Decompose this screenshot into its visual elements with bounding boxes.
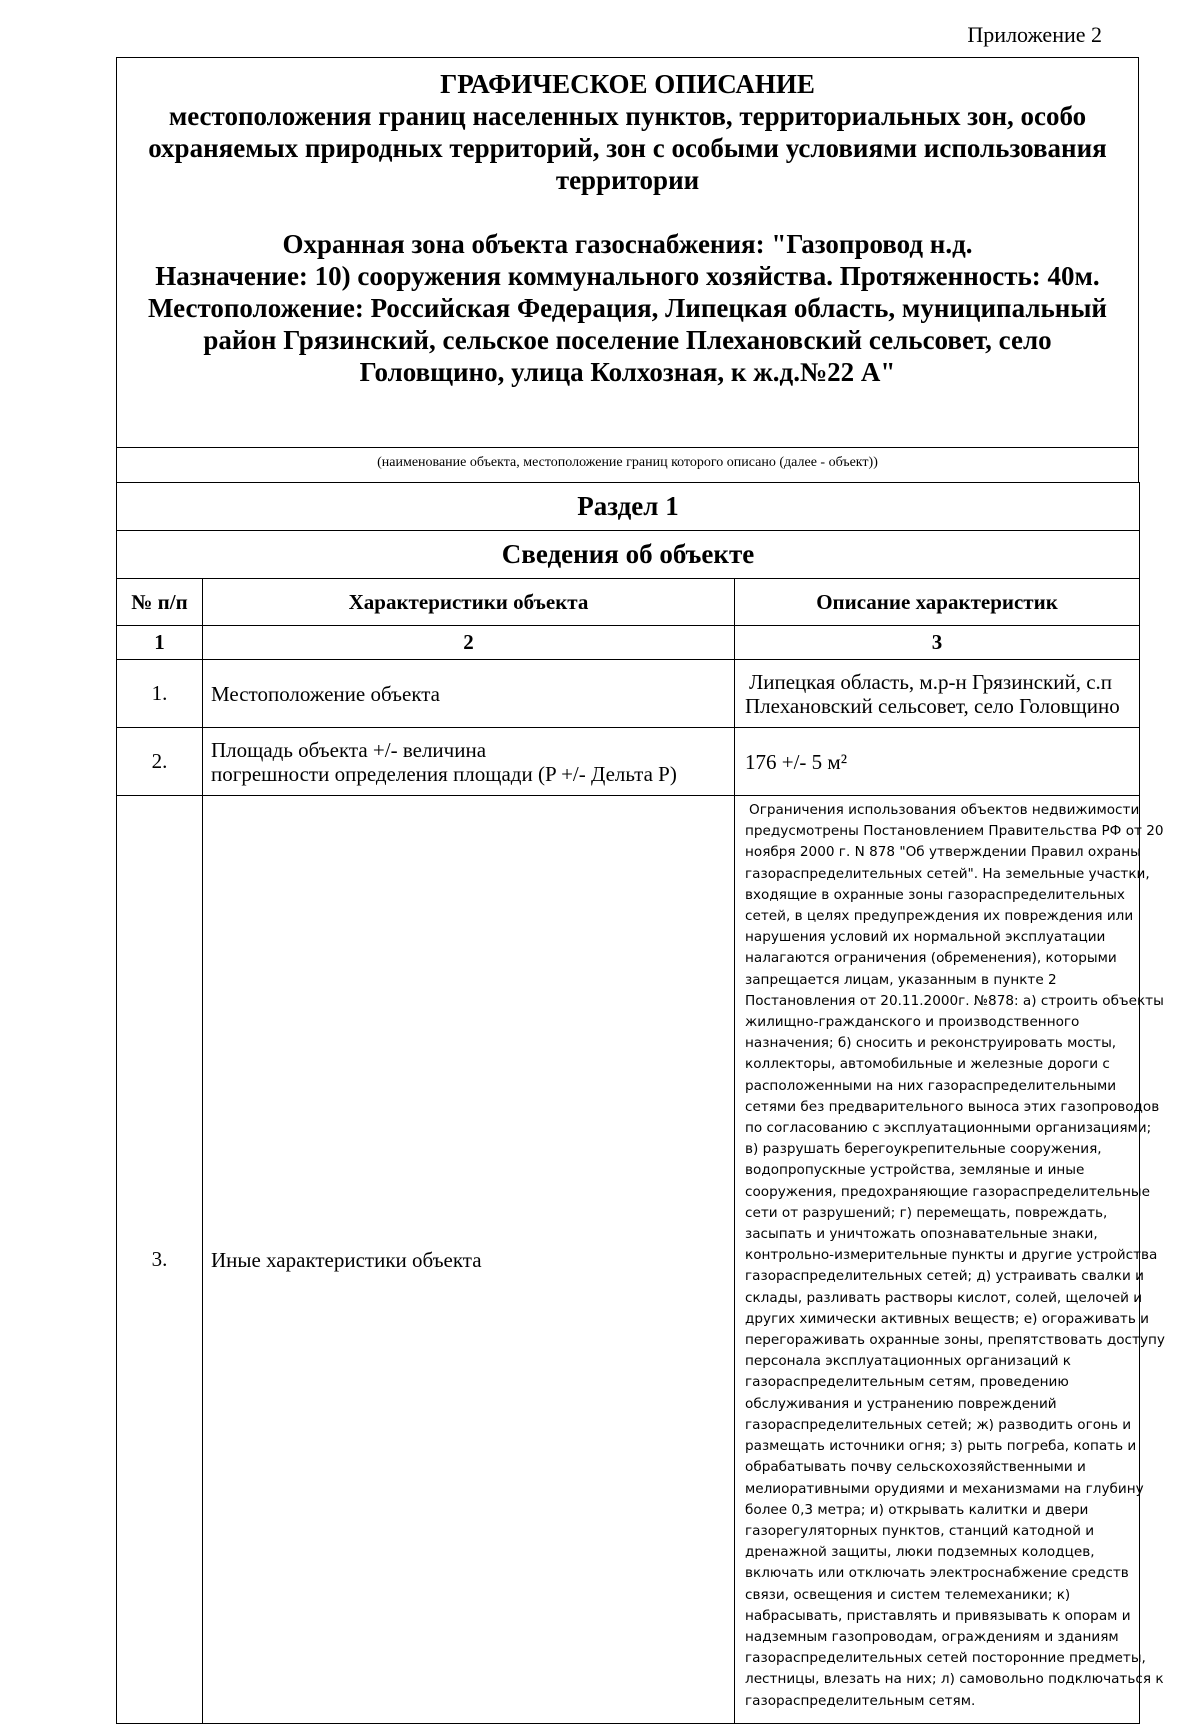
- restriction-line: газораспределительных сетей посторонние предметы,: [745, 1650, 1146, 1667]
- document-frame: [116, 57, 1165, 1724]
- restriction-line: лестницы, влезать на них; л) самовольно подключаться к: [745, 1671, 1164, 1688]
- restriction-line: сооружения, предохраняющие газораспределительные: [745, 1183, 1150, 1200]
- row-description: 176 +/- 5 м²: [735, 728, 1140, 796]
- restriction-line: в) разрушать берегоукрепительные сооружения,: [745, 1141, 1102, 1158]
- table-row: [117, 728, 1140, 796]
- restriction-line: размещать источники огня; з) рыть погреба, копать и: [745, 1438, 1137, 1455]
- object-info-table: [116, 482, 1165, 1724]
- row-description: [735, 660, 1140, 728]
- restriction-line: более 0,3 метра; и) открывать калитки и двери: [745, 1501, 1089, 1518]
- header-cell-description: Описание характеристик: [735, 579, 1140, 626]
- table-row: [117, 660, 1140, 728]
- restriction-line: водопропускные устройства, земляные и иные: [745, 1162, 1085, 1179]
- column-number: 2: [203, 626, 735, 660]
- header-cell-characteristic: Характеристики объекта: [203, 579, 735, 626]
- restriction-line: обрабатывать почву сельскохозяйственными и: [745, 1459, 1086, 1476]
- object-caption: (наименование объекта, местоположение границ которого описано (далее - объект)): [116, 447, 1139, 482]
- restriction-line: газорегуляторных пунктов, станций катодной и: [745, 1522, 1095, 1539]
- restriction-line: газораспределительных сетей; д) устраивать свалки и: [745, 1268, 1144, 1285]
- description-line: Липецкая область, м.р-н Грязинский, с.п: [749, 669, 1113, 694]
- object-line: Назначение: 10) сооружения коммунального хозяйства. Протяженность: 40м.: [155, 261, 1100, 291]
- restriction-line: запрещается лицам, указанным в пункте 2: [745, 971, 1057, 988]
- restriction-line: сети от разрушений; г) перемещать, повреждать,: [745, 1204, 1108, 1221]
- restrictions-text: [745, 800, 1165, 1712]
- row-number: 3.: [117, 796, 203, 1724]
- object-line: Охранная зона объекта газоснабжения: "Газопровод н.д.: [282, 229, 973, 259]
- header-box: [116, 57, 1139, 447]
- header-cell-number: № п/п: [117, 579, 203, 626]
- restriction-line: набрасывать, приставлять и привязывать к опорам и: [745, 1607, 1131, 1624]
- document-subtitle: [125, 100, 1130, 196]
- restriction-line: контрольно-измерительные пункты и другие устройства: [745, 1247, 1158, 1264]
- restriction-line: назначения; б) сносить и реконструировать мосты,: [745, 1035, 1117, 1052]
- subtitle-line: местоположения границ населенных пунктов, территориальных зон, особо: [168, 101, 1087, 131]
- description-line: Плехановский сельсовет, село Головщино: [745, 693, 1120, 718]
- restriction-line: мелиоративными орудиями и механизмами на глубину: [745, 1480, 1144, 1497]
- section-label: Раздел 1: [117, 483, 1140, 531]
- characteristic-line: Площадь объекта +/- величина: [211, 737, 487, 762]
- restriction-line: газораспределительных сетей". На земельные участки,: [745, 865, 1150, 882]
- restriction-line: по согласованию с эксплуатационными организациями;: [745, 1120, 1152, 1137]
- column-number: 1: [117, 626, 203, 660]
- restriction-line: перегораживать охранные зоны, препятствовать доступу: [745, 1332, 1165, 1349]
- object-line: район Грязинский, сельское поселение Плехановский сельсовет, село: [203, 325, 1052, 355]
- restriction-line: газораспределительных сетей; ж) разводить огонь и: [745, 1416, 1132, 1433]
- restriction-line: ноября 2000 г. N 878 "Об утверждении Правил охраны: [745, 844, 1141, 861]
- restriction-line: Постановления от 20.11.2000г. №878: а) строить объекты: [745, 992, 1164, 1009]
- appendix-label: Приложение 2: [967, 22, 1102, 47]
- restriction-line: коллекторы, автомобильные и железные дороги с: [745, 1056, 1110, 1073]
- row-characteristic: [203, 728, 735, 796]
- restriction-line: склады, разливать растворы кислот, солей, щелочей и: [745, 1289, 1143, 1306]
- restriction-line: включать или отключать электроснабжение средств: [745, 1565, 1129, 1582]
- restriction-line: жилищно-гражданского и производственного: [745, 1014, 1080, 1031]
- row-characteristic: Иные характеристики объекта: [203, 796, 735, 1724]
- restriction-line: дренажной защиты, люки подземных колодцев,: [745, 1544, 1095, 1561]
- restriction-line: засыпать и уничтожать опознавательные знаки,: [745, 1226, 1098, 1243]
- restriction-line: надземным газопроводам, ограждениям и зданиям: [745, 1628, 1119, 1645]
- column-number-row: [117, 626, 1140, 660]
- restriction-line: предусмотрены Постановлением Правительства РФ от 20: [745, 823, 1164, 840]
- restriction-line: входящие в охранные зоны газораспределительных: [745, 886, 1125, 903]
- restriction-line: сетями без предварительного выноса этих газопроводов: [745, 1098, 1160, 1115]
- restriction-line: обслуживания и устранению повреждений: [745, 1395, 1057, 1412]
- restriction-line: сетей, в целях предупреждения их повреждения или: [745, 908, 1134, 925]
- characteristic-line: погрешности определения площади (P +/- Дельта P): [211, 761, 677, 786]
- row-number: 2.: [117, 728, 203, 796]
- restriction-line: газораспределительным сетям, проведению: [745, 1374, 1069, 1391]
- table-header-row: [117, 579, 1140, 626]
- restriction-line: нарушения условий их нормальной эксплуатации: [745, 929, 1106, 946]
- object-name: [125, 228, 1130, 388]
- restriction-line: связи, освещения и систем телемеханики; к): [745, 1586, 1071, 1603]
- restriction-line: персонала эксплуатационных организаций к: [745, 1353, 1072, 1370]
- object-line: Головщино, улица Колхозная, к ж.д.№22 А": [359, 357, 896, 387]
- row-description-restrictions: [735, 796, 1165, 1724]
- document-title: ГРАФИЧЕСКОЕ ОПИСАНИЕ: [440, 69, 815, 99]
- row-number: 1.: [117, 660, 203, 728]
- section-row: [117, 483, 1140, 531]
- table-row: [117, 796, 1140, 1724]
- subtitle-line: территории: [555, 165, 700, 195]
- subtitle-line: охраняемых природных территорий, зон с особыми условиями использования: [148, 133, 1107, 163]
- row-characteristic: Местоположение объекта: [203, 660, 735, 728]
- object-line: Местоположение: Российская Федерация, Липецкая область, муниципальный: [148, 293, 1107, 323]
- column-number: 3: [735, 626, 1140, 660]
- restriction-line: газораспределительным сетям.: [745, 1692, 976, 1709]
- restriction-line: других химически активных веществ; е) огораживать и: [745, 1310, 1149, 1327]
- section-title-row: [117, 531, 1140, 579]
- section-title: Сведения об объекте: [117, 531, 1140, 579]
- restriction-line: расположенными на них газораспределительными: [745, 1077, 1117, 1094]
- restriction-line: Ограничения использования объектов недвижимости: [749, 802, 1140, 818]
- restriction-line: налагаются ограничения (обременения), которыми: [745, 950, 1117, 967]
